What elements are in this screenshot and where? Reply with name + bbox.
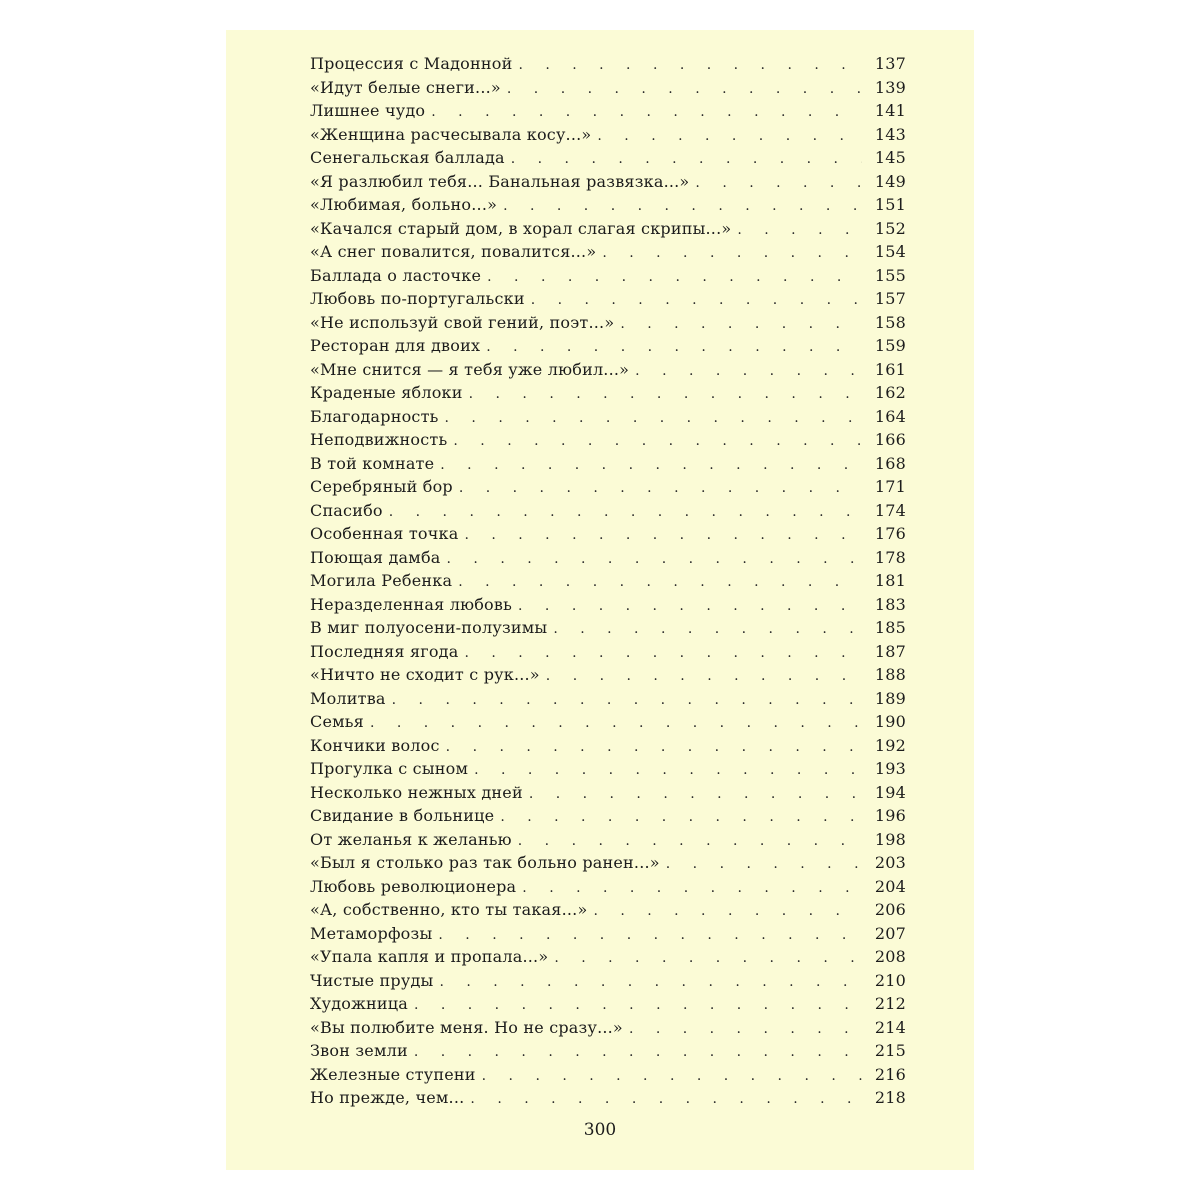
toc-entry [310, 994, 906, 1018]
dot-leader [459, 480, 862, 496]
dot-leader [431, 104, 862, 120]
toc-entry [310, 924, 906, 948]
toc-entry-title: Краденые яблоки [310, 383, 463, 402]
dot-leader [486, 339, 862, 355]
toc-entry [310, 430, 906, 454]
toc-entry [310, 900, 906, 924]
toc-entry [310, 1041, 906, 1065]
toc-entry [310, 1088, 906, 1112]
toc-entry-page: 207 [874, 923, 906, 943]
toc-entry [310, 877, 906, 901]
toc-entry-page: 214 [874, 1017, 906, 1037]
toc-entry-page: 149 [874, 171, 906, 191]
toc-entry-title: «Качался старый дом, в хорал слагая скрипы...» [310, 218, 732, 238]
toc-entry-page: 206 [874, 900, 906, 919]
toc-entry [310, 783, 906, 807]
toc-entry [310, 971, 906, 995]
dot-leader [414, 1044, 862, 1060]
toc-entry-title: «Ничто не сходит с рук...» [310, 665, 540, 684]
toc-entry-title: Последняя ягода [310, 641, 459, 661]
toc-entry-page: 212 [874, 994, 906, 1013]
dot-leader [553, 621, 862, 637]
dot-leader [602, 245, 862, 261]
toc-entry-page: 198 [874, 829, 906, 849]
dot-leader [470, 1091, 862, 1107]
toc-entry [310, 172, 906, 196]
toc-entry-title: Несколько нежных дней [310, 782, 523, 802]
book-page [226, 30, 974, 1170]
toc-entry-title: Звон земли [310, 1041, 408, 1060]
toc-entry-title: Художница [310, 994, 408, 1013]
dot-leader [529, 786, 862, 802]
dot-leader [522, 880, 862, 896]
dot-leader [546, 668, 862, 684]
toc-entry [310, 313, 906, 337]
toc-entry-page: 158 [874, 312, 906, 332]
toc-entry-title: Любовь революционера [310, 876, 517, 896]
toc-entry-title: В миг полуосени-полузимы [310, 618, 548, 637]
toc-entry [310, 642, 906, 666]
toc-entry [310, 618, 906, 642]
toc-entry [310, 242, 906, 266]
toc-entry-page: 157 [874, 289, 906, 308]
toc-entry-title: Молитва [310, 688, 386, 708]
toc-entry [310, 665, 906, 689]
toc-entry-page: 143 [874, 124, 906, 144]
dot-leader [392, 692, 862, 708]
toc-entry-page: 152 [874, 218, 906, 238]
toc-entry-title: «Любимая, больно...» [310, 195, 498, 214]
toc-entry [310, 548, 906, 572]
toc-entry-page: 187 [874, 641, 906, 661]
dot-leader [737, 222, 862, 238]
toc-entry [310, 524, 906, 548]
toc-entry-page: 145 [874, 148, 906, 167]
toc-entry [310, 454, 906, 478]
toc-entry [310, 360, 906, 384]
toc-entry-title: Сенегальская баллада [310, 148, 505, 167]
toc-entry [310, 759, 906, 783]
dot-leader [666, 856, 862, 872]
toc-entry-title: Метаморфозы [310, 923, 433, 943]
toc-entry-title: Серебряный бор [310, 477, 453, 496]
toc-entry-title: Процессия с Мадонной [310, 54, 513, 73]
toc-entry-page: 196 [874, 806, 906, 825]
toc-entry [310, 195, 906, 219]
toc-entry [310, 853, 906, 877]
dot-leader [438, 927, 862, 943]
toc-entry-page: 178 [874, 547, 906, 567]
toc-entry-page: 155 [874, 265, 906, 285]
toc-entry [310, 219, 906, 243]
toc-entry-page: 174 [874, 500, 906, 520]
dot-leader [597, 128, 862, 144]
toc-entry-page: 137 [874, 54, 906, 73]
toc-entry-title: «Идут белые снеги...» [310, 77, 501, 97]
toc-entry-title: «Вы полюбите меня. Но не сразу...» [310, 1017, 623, 1037]
toc-entry-page: 194 [874, 782, 906, 802]
toc-entry-page: 193 [874, 759, 906, 778]
toc-entry-page: 216 [874, 1064, 906, 1084]
toc-entry-page: 139 [874, 77, 906, 97]
dot-leader [507, 81, 862, 97]
dot-leader [518, 598, 862, 614]
toc-entry [310, 1018, 906, 1042]
toc-entry [310, 1065, 906, 1089]
dot-leader [531, 292, 862, 308]
toc-entry-page: 203 [874, 853, 906, 872]
toc-entry [310, 101, 906, 125]
toc-entry-page: 151 [874, 195, 906, 214]
dot-leader [445, 410, 862, 426]
toc-entry-title: Лишнее чудо [310, 101, 426, 120]
toc-entry-page: 188 [874, 665, 906, 684]
toc-entry-page: 210 [874, 970, 906, 990]
toc-entry-title: Ресторан для двоих [310, 336, 481, 355]
dot-leader [554, 950, 862, 966]
toc-entry [310, 736, 906, 760]
toc-entry-title: Свидание в больнице [310, 806, 495, 825]
page-number: 300 [583, 1120, 617, 1140]
toc-entry-title: «Я разлюбил тебя... Банальная развязка...» [310, 171, 690, 191]
toc-entry [310, 806, 906, 830]
toc-entry [310, 501, 906, 525]
toc-entry-page: 164 [874, 406, 906, 426]
dot-leader [389, 504, 862, 520]
toc-entry [310, 148, 906, 172]
toc-entry-page: 159 [874, 336, 906, 355]
toc-entry [310, 383, 906, 407]
dot-leader [447, 551, 862, 567]
toc-entry-title: Особенная точка [310, 524, 459, 543]
dot-leader [518, 833, 862, 849]
toc-entry [310, 336, 906, 360]
toc-entry-page: 171 [874, 477, 906, 496]
toc-entry [310, 712, 906, 736]
toc-entry-page: 176 [874, 524, 906, 543]
toc-entry-page: 190 [874, 712, 906, 731]
toc-entry-title: Поющая дамба [310, 547, 441, 567]
toc-entry-title: Но прежде, чем... [310, 1088, 465, 1107]
dot-leader [440, 457, 862, 473]
toc-entry-title: «Женщина расчесывала косу...» [310, 124, 592, 144]
toc-entry-title: В той комнате [310, 453, 435, 473]
toc-entry-title: Неразделенная любовь [310, 594, 513, 614]
toc-entry [310, 78, 906, 102]
dot-leader [482, 1068, 862, 1084]
dot-leader [370, 715, 862, 731]
dot-leader [439, 974, 862, 990]
toc-entry-title: «Не используй свой гений, поэт...» [310, 312, 615, 332]
toc-entry [310, 595, 906, 619]
dot-leader [414, 997, 862, 1013]
toc-entry [310, 54, 906, 78]
toc-entry-page: 183 [874, 594, 906, 614]
toc-entry-page: 218 [874, 1088, 906, 1107]
dot-leader [458, 574, 862, 590]
dot-leader [518, 57, 862, 73]
dot-leader [511, 151, 862, 167]
toc-entry-page: 161 [874, 359, 906, 379]
dot-leader [464, 645, 862, 661]
toc-entry-title: Любовь по-португальски [310, 289, 525, 308]
toc-entry-page: 215 [874, 1041, 906, 1060]
toc-entry [310, 125, 906, 149]
toc-entry-title: «Упала капля и пропала...» [310, 947, 549, 966]
toc-entry-title: Неподвижность [310, 430, 448, 449]
toc-entry-page: 166 [874, 430, 906, 449]
dot-leader [629, 1021, 862, 1037]
toc-entry-page: 181 [874, 571, 906, 590]
dot-leader [446, 739, 862, 755]
toc-entry [310, 689, 906, 713]
toc-entry-page: 204 [874, 876, 906, 896]
dot-leader [695, 175, 862, 191]
toc-entry-title: Железные ступени [310, 1064, 476, 1084]
dot-leader [503, 198, 862, 214]
toc-entry [310, 830, 906, 854]
toc-entry [310, 571, 906, 595]
toc-entry-page: 208 [874, 947, 906, 966]
table-of-contents [310, 54, 906, 1112]
toc-entry-page: 141 [874, 101, 906, 120]
toc-entry-page: 162 [874, 383, 906, 402]
toc-entry-title: Кончики волос [310, 735, 440, 755]
toc-entry-title: Семья [310, 712, 364, 731]
dot-leader [620, 316, 862, 332]
toc-entry-page: 189 [874, 688, 906, 708]
dot-leader [500, 809, 862, 825]
toc-entry-title: Прогулка с сыном [310, 759, 469, 778]
toc-entry [310, 289, 906, 313]
toc-entry [310, 266, 906, 290]
toc-entry-title: Чистые пруды [310, 970, 434, 990]
toc-entry-title: Баллада о ласточке [310, 265, 482, 285]
toc-entry-page: 192 [874, 735, 906, 755]
dot-leader [593, 903, 862, 919]
toc-entry-title: «Мне снится — я тебя уже любил...» [310, 359, 630, 379]
toc-entry-title: «Был я столько раз так больно ранен...» [310, 853, 660, 872]
toc-entry-title: Могила Ребенка [310, 571, 453, 590]
toc-entry-title: Спасибо [310, 500, 383, 520]
toc-entry-title: Благодарность [310, 406, 439, 426]
dot-leader [453, 433, 862, 449]
toc-entry-page: 185 [874, 618, 906, 637]
toc-entry-title: «А снег повалится, повалится...» [310, 242, 597, 261]
dot-leader [464, 527, 862, 543]
dot-leader [487, 269, 862, 285]
toc-entry-page: 168 [874, 453, 906, 473]
dot-leader [469, 386, 862, 402]
toc-entry [310, 947, 906, 971]
toc-entry-page: 154 [874, 242, 906, 261]
toc-entry-title: «А, собственно, кто ты такая...» [310, 900, 588, 919]
dot-leader [635, 363, 862, 379]
toc-entry [310, 477, 906, 501]
toc-entry-title: От желанья к желанью [310, 829, 512, 849]
toc-entry [310, 407, 906, 431]
dot-leader [474, 762, 862, 778]
